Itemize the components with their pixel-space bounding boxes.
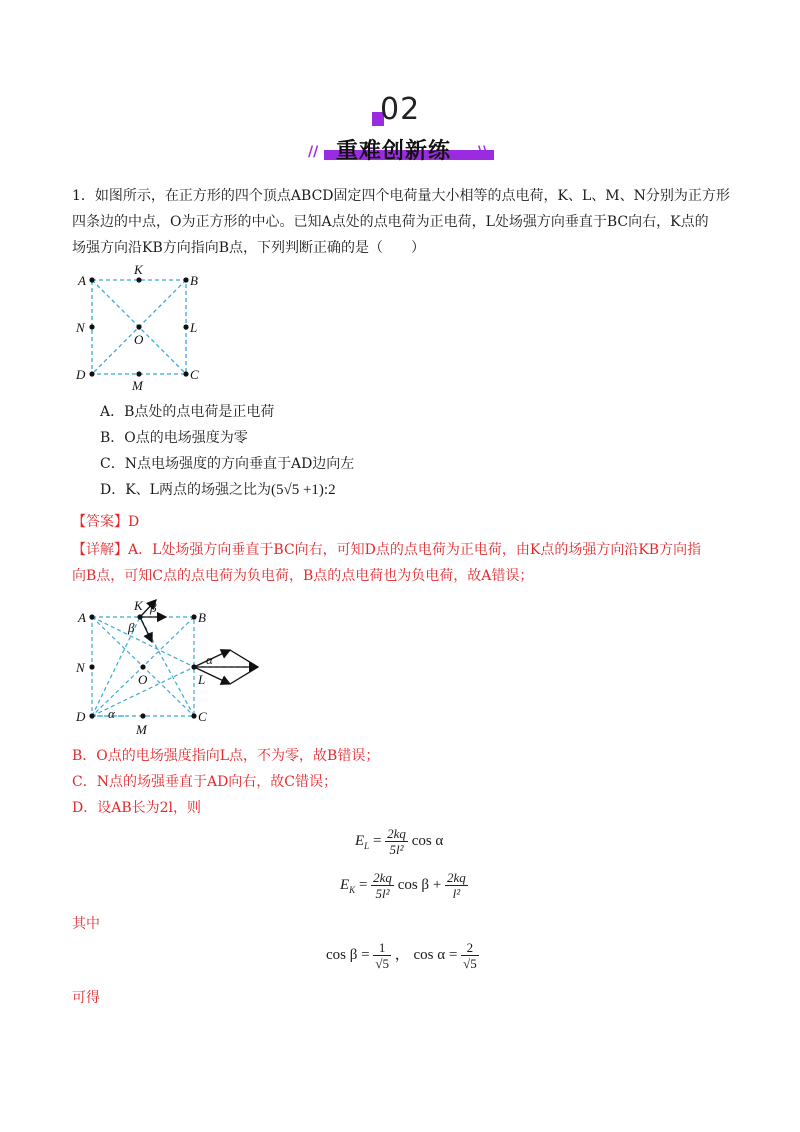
point-b [183,277,188,282]
label2-d: D [76,709,86,724]
question-line-3: 场强方向沿KB方向指向B点，下列判断正确的是（ ） [72,240,426,256]
label2-alpha-d: α [108,706,115,721]
section-title: 重难创新练 [336,139,452,164]
analysis-line-d: D．设AB长为2l，则 [72,800,202,816]
label-d: D [76,367,86,382]
label2-alpha-l: α [206,652,213,667]
analysis-line-b: B．O点的电场强度指向L点，不为零，故B错误； [72,748,380,764]
label-m: M [132,378,143,392]
label-n: N [76,320,85,335]
label2-c: C [198,709,207,724]
option-d-ratio: (5√5 +1):2 [270,482,336,498]
analysis-a-part1: A．L处场强方向垂直于BC向右，可知D点的点电荷为正电荷，由K点的场强方向沿KB方向指 [128,542,702,558]
equation-el: $E_L$ = $\frac{2kq}{\text{5l²}}$ cos α [355,826,444,857]
label2-b: B [198,610,206,625]
option-d-row [100,480,336,500]
analysis-line-1 [72,540,701,560]
point-n [89,324,94,329]
label2-beta-1: β [150,600,157,615]
label-a: A [78,273,86,288]
point-a [89,277,94,282]
analysis-tag: 【详解】 [72,542,128,558]
label-b: B [190,273,198,288]
label-c: C [190,367,199,382]
analysis-line-c: C．N点的场强垂直于AD向右，故C错误； [72,774,338,790]
label-k: K [134,262,143,277]
question-line-2: 四条边的中点，O为正方形的中心。已知A点处的点电荷为正电荷，L处场强方向垂直于BC向右，K点的 [72,214,709,230]
point-c [183,371,188,376]
question-line-1: 1．如图所示，在正方形的四个顶点ABCD固定四个电荷量大小相等的点电荷，K、L、M、N分别为正方形 [72,188,730,204]
point-k [136,277,141,282]
label2-n: N [76,660,85,675]
section-number: 02 [380,92,421,127]
label-o: O [134,332,144,347]
point-d [89,371,94,376]
analysis-line-2: 向B点，可知C点的点电荷为负电荷，B点的点电荷也为负电荷，故A错误； [72,568,534,584]
option-d: D．K、L两点的场强之比为 [100,482,271,498]
label-l: L [190,320,198,335]
answer-tag: 【答案】 [72,514,128,530]
question-figure [70,262,210,392]
analysis-where: 其中 [72,916,100,932]
label2-k: K [134,598,143,613]
field-arrow-k-down [140,617,152,642]
section-header [300,92,500,172]
left-slash-decoration: // [308,144,319,160]
option-a: A．B点处的点电荷是正电荷 [100,404,275,420]
point-m [136,371,141,376]
equation-cos: cos β = $\frac{1}{√5}$ ， cos α = $\frac{2}{√5}$ [326,940,477,971]
label2-beta-2: β [128,620,135,635]
analysis-conclude: 可得 [72,990,100,1006]
point-l [183,324,188,329]
point-o [136,324,141,329]
option-b: B．O点的电场强度为零 [100,430,248,446]
option-c: C．N点电场强度的方向垂直于AD边向左 [100,456,355,472]
analysis-figure [70,592,270,742]
label2-o: O [138,672,148,687]
label2-a: A [78,610,86,625]
answer-value: D [128,514,140,530]
label2-m: M [136,722,147,737]
equation-ek: $E_K$ = $\frac{2kq}{\text{5l²}}$ cos β + $\frac{2kq}{\text{l²}}$ [340,870,466,901]
label2-l: L [198,672,206,687]
right-slash-decoration: \\ [478,144,489,160]
answer-line [72,512,139,532]
